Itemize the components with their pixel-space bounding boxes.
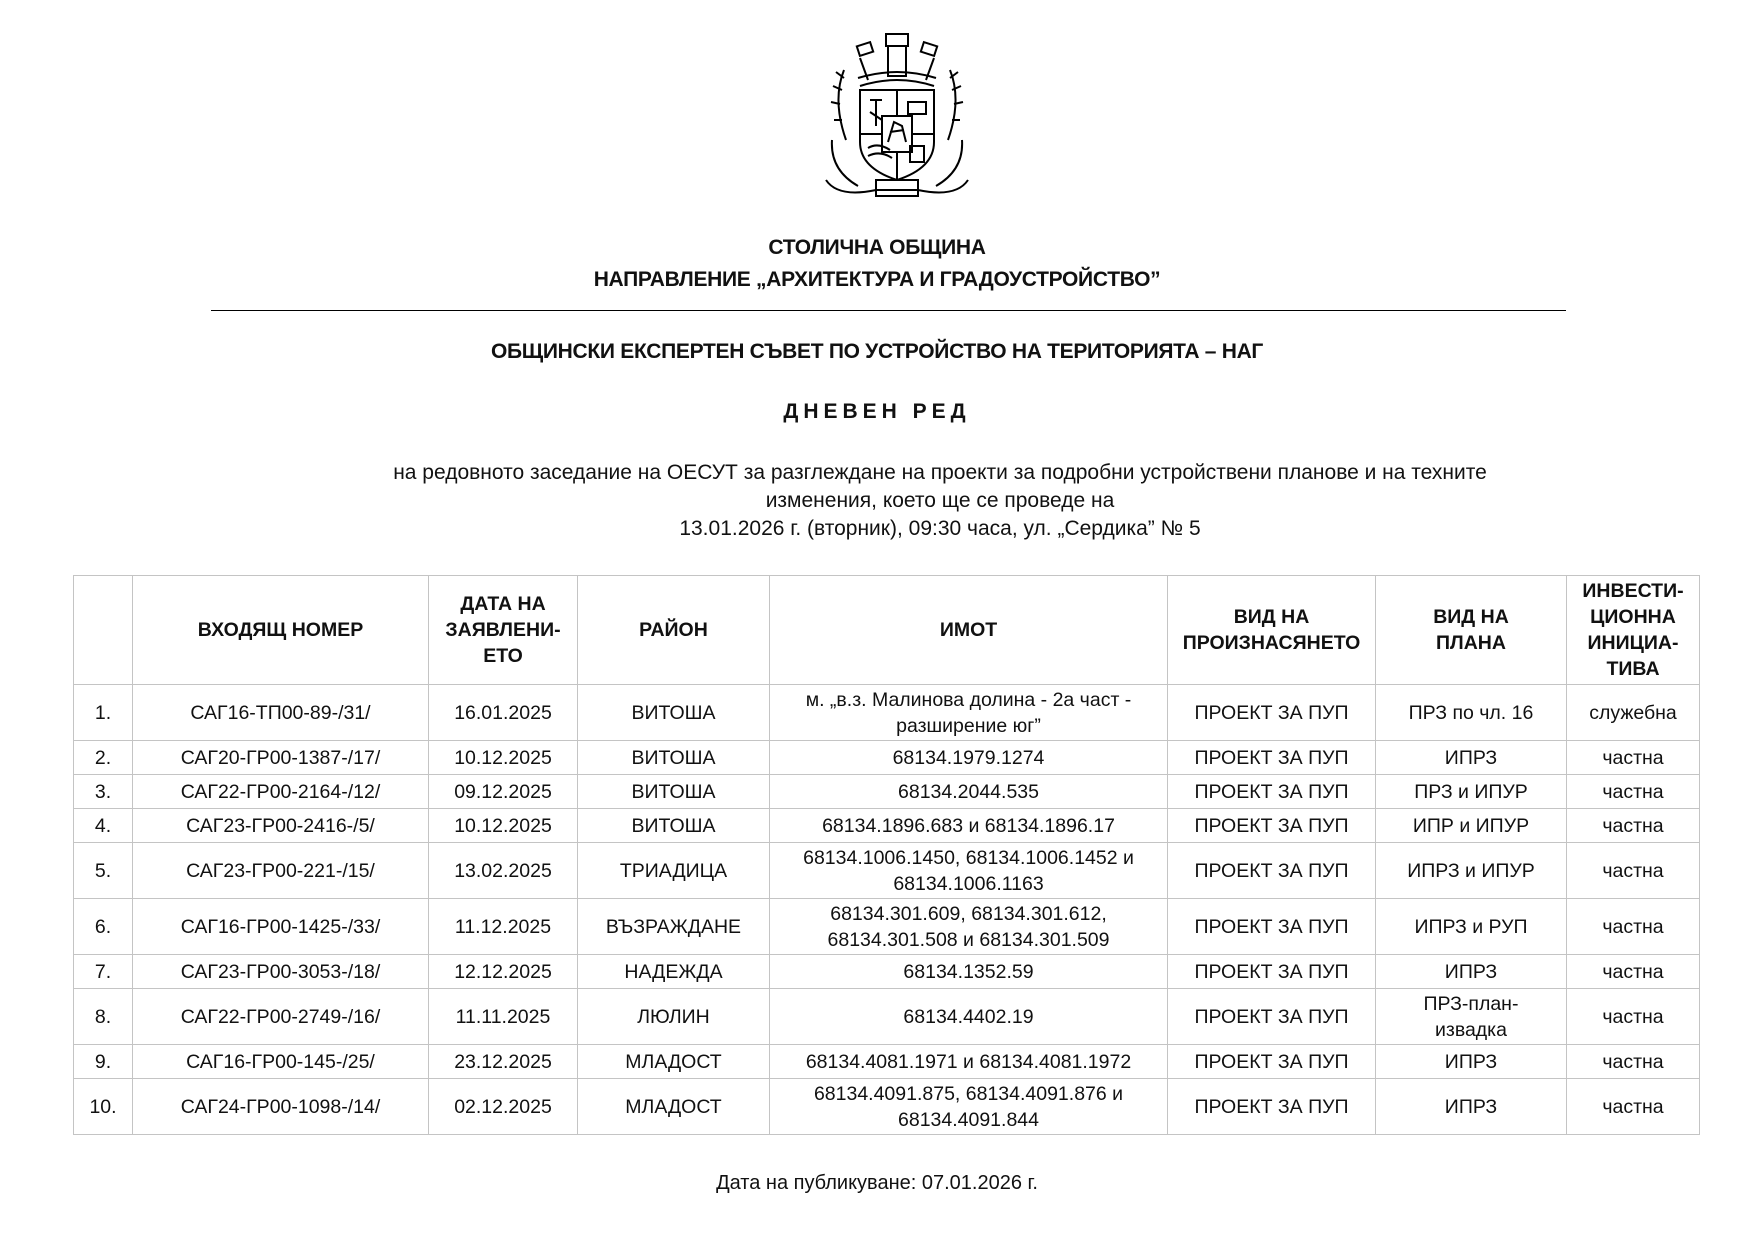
table-row: [74, 843, 1700, 899]
cell-decision-type: ПРОЕКТ ЗА ПУП: [1168, 775, 1376, 809]
cell-district: МЛАДОСТ: [578, 1045, 770, 1079]
cell-plan-type: ИПРЗ и РУП: [1376, 899, 1567, 955]
intro-line-1: на редовното заседание на ОЕСУТ за разглеждане на проекти за подробни устройствени планове и на техните: [393, 461, 1487, 484]
cell-row-number: 5.: [74, 843, 133, 899]
cell-plan-type: ИПРЗ: [1376, 955, 1567, 989]
table-row: [74, 685, 1700, 741]
cell-incoming-number: САГ16-ТП00-89-/31/: [133, 685, 429, 741]
cell-incoming-number: САГ23-ГР00-2416-/5/: [133, 809, 429, 843]
cell-investment-initiative: частна: [1567, 809, 1700, 843]
cell-investment-initiative: частна: [1567, 775, 1700, 809]
col-header-property: ИМОТ: [770, 576, 1168, 685]
cell-investment-initiative: частна: [1567, 1079, 1700, 1135]
cell-property: 68134.301.609, 68134.301.612, 68134.301.508 и 68134.301.509: [770, 899, 1168, 955]
cell-district: ВИТОША: [578, 775, 770, 809]
cell-row-number: 6.: [74, 899, 133, 955]
cell-row-number: 4.: [74, 809, 133, 843]
cell-district: МЛАДОСТ: [578, 1079, 770, 1135]
cell-property: 68134.4091.875, 68134.4091.876 и 68134.4091.844: [770, 1079, 1168, 1135]
table-row: [74, 899, 1700, 955]
cell-plan-type: ПРЗ-план-извадка: [1376, 989, 1567, 1045]
cell-application-date: 16.01.2025: [429, 685, 578, 741]
cell-application-date: 11.11.2025: [429, 989, 578, 1045]
col-header-plan-type: ВИД НА ПЛАНА: [1376, 576, 1567, 685]
cell-decision-type: ПРОЕКТ ЗА ПУП: [1168, 955, 1376, 989]
cell-district: ВИТОША: [578, 685, 770, 741]
agenda-title: ДНЕВЕН РЕД: [783, 400, 971, 423]
cell-decision-type: ПРОЕКТ ЗА ПУП: [1168, 1079, 1376, 1135]
cell-decision-type: ПРОЕКТ ЗА ПУП: [1168, 843, 1376, 899]
cell-district: ВИТОША: [578, 809, 770, 843]
cell-incoming-number: САГ22-ГР00-2164-/12/: [133, 775, 429, 809]
cell-row-number: 9.: [74, 1045, 133, 1079]
cell-application-date: 02.12.2025: [429, 1079, 578, 1135]
cell-plan-type: ИПРЗ: [1376, 741, 1567, 775]
sofia-coat-of-arms-icon: [818, 30, 976, 202]
cell-property: 68134.1896.683 и 68134.1896.17: [770, 809, 1168, 843]
col-header-district: РАЙОН: [578, 576, 770, 685]
cell-investment-initiative: частна: [1567, 843, 1700, 899]
cell-plan-type: ИПРЗ: [1376, 1045, 1567, 1079]
cell-application-date: 10.12.2025: [429, 741, 578, 775]
cell-district: ЛЮЛИН: [578, 989, 770, 1045]
table-row: [74, 989, 1700, 1045]
table-row: [74, 741, 1700, 775]
cell-decision-type: ПРОЕКТ ЗА ПУП: [1168, 809, 1376, 843]
cell-plan-type: ИПРЗ и ИПУР: [1376, 843, 1567, 899]
cell-row-number: 7.: [74, 955, 133, 989]
cell-property: 68134.2044.535: [770, 775, 1168, 809]
department-name: НАПРАВЛЕНИЕ „АРХИТЕКТУРА И ГРАДОУСТРОЙСТВО”: [593, 268, 1161, 291]
table-row: [74, 955, 1700, 989]
col-header-investment-initiative: ИНВЕСТИ- ЦИОННА ИНИЦИА- ТИВА: [1567, 576, 1700, 685]
table-header-row: [74, 576, 1700, 685]
cell-property: 68134.4081.1971 и 68134.4081.1972: [770, 1045, 1168, 1079]
publication-date: Дата на публикуване: 07.01.2026 г.: [716, 1172, 1038, 1194]
col-header-application-date: ДАТА НА ЗАЯВЛЕНИ- ЕТО: [429, 576, 578, 685]
cell-property: м. „в.з. Малинова долина - 2а част - разширение юг”: [770, 685, 1168, 741]
cell-decision-type: ПРОЕКТ ЗА ПУП: [1168, 741, 1376, 775]
cell-row-number: 1.: [74, 685, 133, 741]
cell-application-date: 12.12.2025: [429, 955, 578, 989]
header-divider: [211, 310, 1566, 311]
cell-property: 68134.4402.19: [770, 989, 1168, 1045]
cell-incoming-number: САГ22-ГР00-2749-/16/: [133, 989, 429, 1045]
intro-line-2: изменения, което ще се проведе на: [765, 489, 1115, 512]
cell-property: 68134.1006.1450, 68134.1006.1452 и 68134.1006.1163: [770, 843, 1168, 899]
cell-application-date: 23.12.2025: [429, 1045, 578, 1079]
cell-decision-type: ПРОЕКТ ЗА ПУП: [1168, 1045, 1376, 1079]
cell-district: ВИТОША: [578, 741, 770, 775]
col-header-decision-type: ВИД НА ПРОИЗНАСЯНЕТО: [1168, 576, 1376, 685]
table-row: [74, 775, 1700, 809]
cell-incoming-number: САГ23-ГР00-3053-/18/: [133, 955, 429, 989]
cell-plan-type: ИПР и ИПУР: [1376, 809, 1567, 843]
cell-district: НАДЕЖДА: [578, 955, 770, 989]
cell-investment-initiative: частна: [1567, 741, 1700, 775]
cell-investment-initiative: частна: [1567, 989, 1700, 1045]
cell-application-date: 13.02.2025: [429, 843, 578, 899]
cell-incoming-number: САГ24-ГР00-1098-/14/: [133, 1079, 429, 1135]
cell-plan-type: ПРЗ по чл. 16: [1376, 685, 1567, 741]
cell-investment-initiative: служебна: [1567, 685, 1700, 741]
organization-name: СТОЛИЧНА ОБЩИНА: [768, 236, 986, 259]
cell-property: 68134.1979.1274: [770, 741, 1168, 775]
cell-plan-type: ПРЗ и ИПУР: [1376, 775, 1567, 809]
meeting-intro: [280, 459, 1600, 543]
cell-row-number: 10.: [74, 1079, 133, 1135]
cell-investment-initiative: частна: [1567, 1045, 1700, 1079]
cell-investment-initiative: частна: [1567, 899, 1700, 955]
col-header-number: [74, 576, 133, 685]
table-row: [74, 1045, 1700, 1079]
cell-application-date: 11.12.2025: [429, 899, 578, 955]
table-row: [74, 1079, 1700, 1135]
cell-incoming-number: САГ23-ГР00-221-/15/: [133, 843, 429, 899]
cell-incoming-number: САГ20-ГР00-1387-/17/: [133, 741, 429, 775]
agenda-table: [73, 575, 1700, 1135]
council-title: ОБЩИНСКИ ЕКСПЕРТЕН СЪВЕТ ПО УСТРОЙСТВО НА ТЕРИТОРИЯТА – НАГ: [490, 340, 1264, 363]
intro-meeting-datetime: 13.01.2026 г. (вторник), 09:30 часа, ул. „Сердика” № 5: [679, 517, 1201, 540]
cell-district: ТРИАДИЦА: [578, 843, 770, 899]
col-header-incoming-number: ВХОДЯЩ НОМЕР: [133, 576, 429, 685]
table-row: [74, 809, 1700, 843]
cell-investment-initiative: частна: [1567, 955, 1700, 989]
cell-decision-type: ПРОЕКТ ЗА ПУП: [1168, 685, 1376, 741]
cell-row-number: 3.: [74, 775, 133, 809]
cell-decision-type: ПРОЕКТ ЗА ПУП: [1168, 989, 1376, 1045]
cell-row-number: 2.: [74, 741, 133, 775]
cell-decision-type: ПРОЕКТ ЗА ПУП: [1168, 899, 1376, 955]
cell-plan-type: ИПРЗ: [1376, 1079, 1567, 1135]
cell-property: 68134.1352.59: [770, 955, 1168, 989]
cell-district: ВЪЗРАЖДАНЕ: [578, 899, 770, 955]
cell-application-date: 10.12.2025: [429, 809, 578, 843]
cell-incoming-number: САГ16-ГР00-145-/25/: [133, 1045, 429, 1079]
cell-application-date: 09.12.2025: [429, 775, 578, 809]
cell-incoming-number: САГ16-ГР00-1425-/33/: [133, 899, 429, 955]
cell-row-number: 8.: [74, 989, 133, 1045]
